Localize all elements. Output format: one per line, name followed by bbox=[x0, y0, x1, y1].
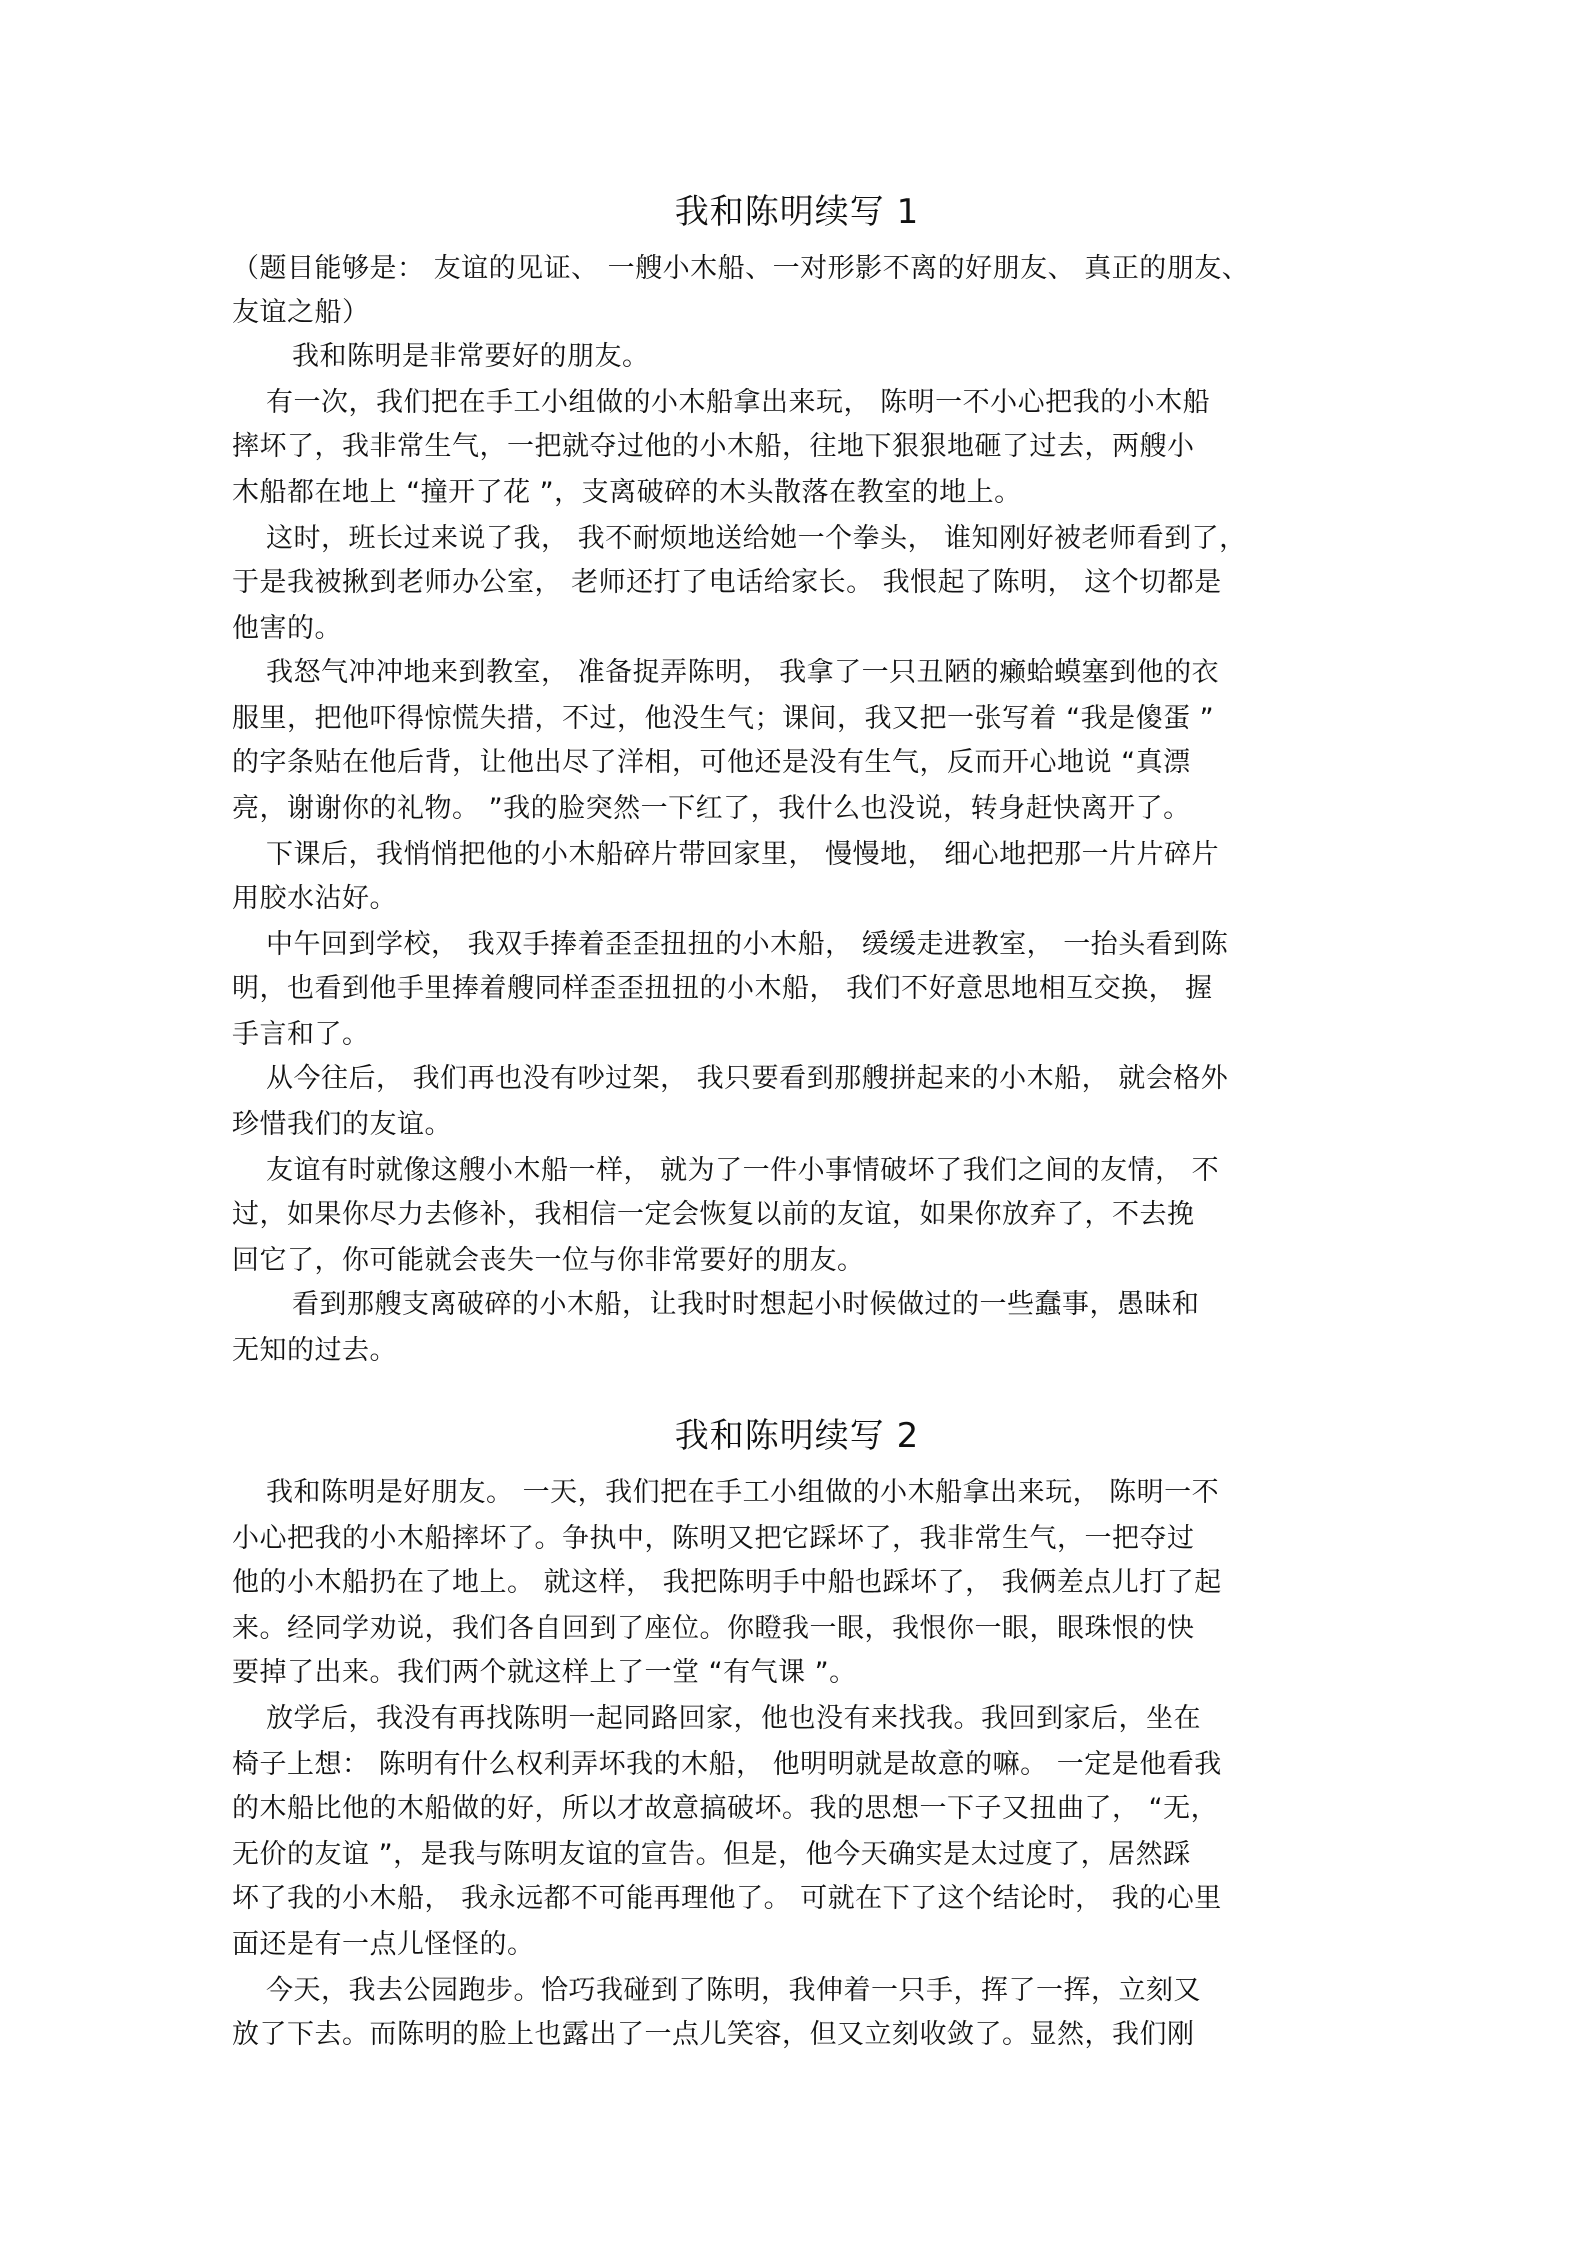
story2-line: 无价的友谊 ”，是我与陈明友谊的宣告。但是，他今天确实是太过度了，居然踩 bbox=[232, 1839, 1191, 1870]
story1-line: 下课后，我悄悄把他的小木船碎片带回家里， 慢慢地， 细心地把那一片片碎片 bbox=[266, 839, 1220, 870]
story2-line: 椅子上想： 陈明有什么权利弄坏我的木船， 他明明就是故意的嘛。 一定是他看我 bbox=[232, 1749, 1222, 1780]
story2-line: 来。经同学劝说，我们各自回到了座位。你瞪我一眼，我恨你一眼，眼珠恨的快 bbox=[232, 1613, 1195, 1644]
story2-line: 放了下去。而陈明的脸上也露出了一点儿笑容，但又立刻收敛了。显然，我们刚 bbox=[232, 2019, 1195, 2050]
story2-line: 小心把我的小木船摔坏了。争执中，陈明又把它踩坏了，我非常生气，一把夺过 bbox=[232, 1523, 1195, 1554]
story1-line: 珍惜我们的友谊。 bbox=[232, 1109, 452, 1140]
story1-line: 中午回到学校， 我双手捧着歪歪扭扭的小木船， 缓缓走进教室， 一抬头看到陈 bbox=[266, 929, 1229, 960]
story1-line: 用胶水沾好。 bbox=[232, 883, 397, 914]
story1-line: 看到那艘支离破碎的小木船，让我时时想起小时候做过的一些蠢事，愚昧和 bbox=[292, 1289, 1200, 1320]
story1-line: 于是我被揪到老师办公室， 老师还打了电话给家长。 我恨起了陈明， 这个切都是 bbox=[232, 567, 1222, 598]
story1-line: 这时，班长过来说了我， 我不耐烦地送给她一个拳头， 谁知刚好被老师看到了， bbox=[266, 523, 1247, 554]
story1-line: 木船都在地上 “撞开了花 ”，支离破碎的木头散落在教室的地上。 bbox=[232, 477, 1022, 508]
story2-line: 今天，我去公园跑步。恰巧我碰到了陈明，我伸着一只手，挥了一挥，立刻又 bbox=[266, 1975, 1201, 2006]
story1-line: 明，也看到他手里捧着艘同样歪歪扭扭的小木船， 我们不好意思地相互交换， 握 bbox=[232, 973, 1213, 1004]
story2-line: 他的小木船扔在了地上。 就这样， 我把陈明手中船也踩坏了， 我俩差点儿打了起 bbox=[232, 1567, 1222, 1598]
story1-line: 有一次，我们把在手工小组做的小木船拿出来玩， 陈明一不小心把我的小木船 bbox=[266, 387, 1211, 418]
story1-line: 摔坏了，我非常生气，一把就夺过他的小木船，往地下狠狠地砸了过去，两艘小 bbox=[232, 431, 1195, 462]
story1-line: 他害的。 bbox=[232, 613, 342, 644]
story1-line: 我怒气冲冲地来到教室， 准备捉弄陈明， 我拿了一只丑陋的癞蛤蟆塞到他的衣 bbox=[266, 657, 1220, 688]
story1-line: 友谊之船） bbox=[232, 297, 370, 328]
story1-line: 过，如果你尽力去修补，我相信一定会恢复以前的友谊，如果你放弃了，不去挽 bbox=[232, 1199, 1195, 1230]
story2-line: 的木船比他的木船做的好，所以才故意搞破坏。我的思想一下子又扭曲了， “无， bbox=[232, 1793, 1219, 1824]
story2-title: 我和陈明续写 2 bbox=[674, 1416, 920, 1456]
story2-line: 面还是有一点儿怪怪的。 bbox=[232, 1929, 535, 1960]
story2-line: 坏了我的小木船， 我永远都不可能再理他了。 可就在下了这个结论时， 我的心里 bbox=[232, 1883, 1222, 1914]
story2-line: 放学后，我没有再找陈明一起同路回家，他也没有来找我。我回到家后，坐在 bbox=[266, 1703, 1201, 1734]
story1-line: 友谊有时就像这艘小木船一样， 就为了一件小事情破坏了我们之间的友情， 不 bbox=[266, 1155, 1220, 1186]
story2-line: 要掉了出来。我们两个就这样上了一堂 “有气课 ”。 bbox=[232, 1657, 857, 1688]
story1-line: 回它了，你可能就会丧失一位与你非常要好的朋友。 bbox=[232, 1245, 865, 1276]
story1-line: 我和陈明是非常要好的朋友。 bbox=[292, 341, 650, 372]
story2-line: 我和陈明是好朋友。 一天，我们把在手工小组做的小木船拿出来玩， 陈明一不 bbox=[266, 1477, 1220, 1508]
story1-line: 从今往后， 我们再也没有吵过架， 我只要看到那艘拼起来的小木船， 就会格外 bbox=[266, 1063, 1229, 1094]
story1-line: 亮，谢谢你的礼物。 ”我的脸突然一下红了，我什么也没说，转身赶快离开了。 bbox=[232, 793, 1191, 824]
story1-title: 我和陈明续写 1 bbox=[674, 192, 920, 232]
story1-line: 无知的过去。 bbox=[232, 1335, 397, 1366]
story1-line: 服里，把他吓得惊慌失措，不过，他没生气；课间，我又把一张写着 “我是傻蛋 ” bbox=[232, 703, 1215, 734]
story1-line: 手言和了。 bbox=[232, 1019, 370, 1050]
story1-line: 的字条贴在他后背，让他出尽了洋相，可他还是没有生气，反而开心地说 “真漂 bbox=[232, 747, 1191, 778]
story1-line: （题目能够是： 友谊的见证、 一艘小木船、一对形影不离的好朋友、 真正的朋友、 bbox=[232, 253, 1250, 284]
